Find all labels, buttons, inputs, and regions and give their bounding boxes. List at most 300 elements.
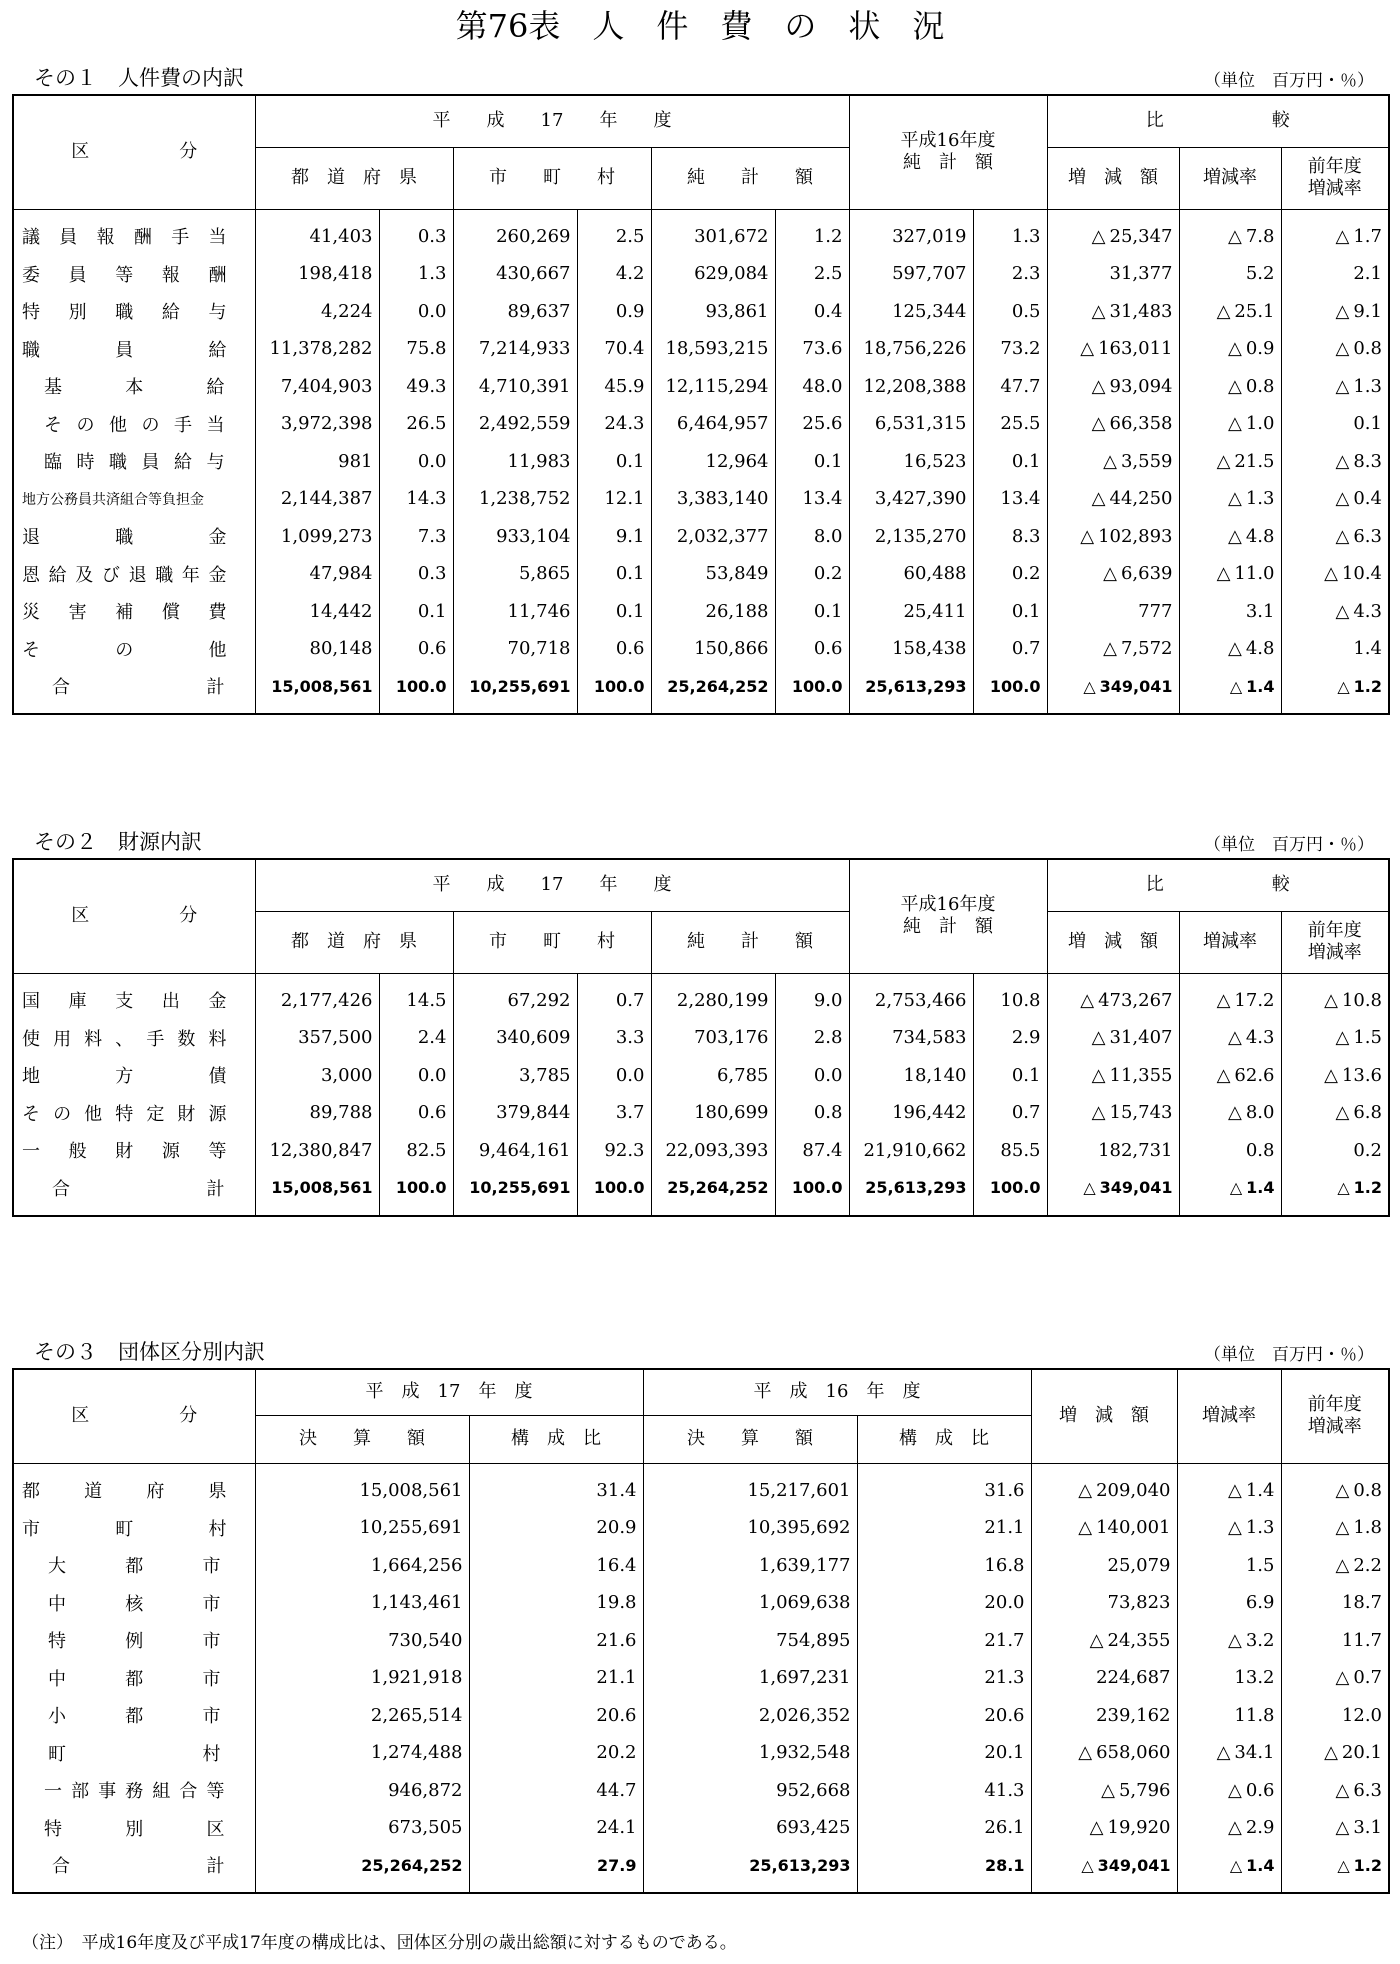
value-cell: 28.1 (857, 1847, 1031, 1894)
value-cell: 0.6 (379, 630, 453, 668)
table-row (13, 1094, 1389, 1132)
value-cell: 41.3 (857, 1772, 1031, 1810)
value-cell-negative (1179, 1057, 1281, 1095)
total-row (13, 1169, 1389, 1216)
decrease-triangle-icon: △ (1083, 1178, 1096, 1198)
value-cell: 6,531,315 (849, 405, 973, 443)
value-cell: 25,613,293 (643, 1847, 857, 1894)
value: 0.7 (1353, 1667, 1382, 1689)
value-cell-negative (1179, 405, 1281, 443)
value: 24,355 (1107, 1629, 1171, 1651)
table-row (13, 330, 1389, 368)
row-label: 特別区 (13, 1809, 255, 1847)
value-cell: 9,464,161 (453, 1132, 577, 1170)
value-cell: 0.1 (577, 593, 651, 631)
table-row (13, 973, 1389, 1019)
value-cell: 0.1 (973, 593, 1047, 631)
value-cell: 31.6 (857, 1463, 1031, 1509)
value-cell: 26,188 (651, 593, 775, 631)
value-cell: 11.8 (1177, 1697, 1281, 1735)
value-cell: 100.0 (379, 1169, 453, 1216)
value-cell-negative (1281, 443, 1389, 481)
value-cell: 89,788 (255, 1094, 379, 1132)
value-cell-negative (1031, 1847, 1177, 1894)
value-cell: 260,269 (453, 209, 577, 255)
value-cell-negative (1177, 1772, 1281, 1810)
value-cell-negative (1281, 480, 1389, 518)
decrease-triangle-icon: △ (1080, 338, 1095, 360)
value-cell-negative (1047, 480, 1179, 518)
row-label: 合計 (13, 1847, 255, 1894)
table-row (13, 1547, 1389, 1585)
value-cell-negative (1047, 1057, 1179, 1095)
value-cell-negative (1281, 1019, 1389, 1057)
value-cell: 1,274,488 (255, 1734, 469, 1772)
value: 349,041 (1097, 1855, 1171, 1875)
decrease-triangle-icon: △ (1228, 1027, 1242, 1049)
col-amt-16: 決 算 額 (643, 1415, 857, 1463)
value: 1.4 (1246, 1178, 1275, 1198)
value-cell: 125,344 (849, 293, 973, 331)
value-cell: 0.7 (577, 973, 651, 1019)
value: 1.3 (1245, 488, 1275, 510)
value-cell: 4,224 (255, 293, 379, 331)
value-cell: 21.1 (857, 1509, 1031, 1547)
decrease-triangle-icon: △ (1335, 488, 1350, 510)
decrease-triangle-icon: △ (1335, 450, 1350, 472)
value-cell: 67,292 (453, 973, 577, 1019)
table-row (13, 1734, 1389, 1772)
value-cell: 21,910,662 (849, 1132, 973, 1170)
col-diff: 増 減 額 (1047, 911, 1179, 973)
value-cell: 11,983 (453, 443, 577, 481)
col-pref: 都 道 府 県 (255, 147, 453, 209)
col-prev-rate-line1: 前年度 (1307, 920, 1362, 941)
decrease-triangle-icon: △ (1228, 1479, 1242, 1501)
value-cell: 2.3 (973, 255, 1047, 293)
value-cell-negative (1031, 1772, 1177, 1810)
value: 1.3 (1245, 1517, 1275, 1539)
col-prev-rate (1281, 911, 1389, 973)
value-cell: 3,427,390 (849, 480, 973, 518)
value-cell-negative (1281, 668, 1389, 715)
value-cell: 22,093,393 (651, 1132, 775, 1170)
col-diff: 増 減 額 (1031, 1369, 1177, 1463)
value: 20.1 (1341, 1742, 1382, 1764)
decrease-triangle-icon: △ (1229, 676, 1243, 696)
decrease-triangle-icon: △ (1324, 989, 1338, 1011)
value-cell: 12,115,294 (651, 368, 775, 406)
decrease-triangle-icon: △ (1335, 225, 1350, 247)
value-cell: 25.6 (775, 405, 849, 443)
value-cell: 12.0 (1281, 1697, 1389, 1735)
value-cell: 357,500 (255, 1019, 379, 1057)
value-cell-negative (1281, 1169, 1389, 1216)
value-cell: 26.5 (379, 405, 453, 443)
value-cell: 16.4 (469, 1547, 643, 1585)
section-2-unit: （単位 百万円・％） (1204, 835, 1374, 855)
table-2 (12, 858, 1390, 1217)
value: 1.2 (1353, 676, 1382, 696)
row-label: 地方債 (13, 1057, 255, 1095)
value-cell: 1,143,461 (255, 1584, 469, 1622)
value-cell: 100.0 (577, 668, 651, 715)
value-cell: 182,731 (1047, 1132, 1179, 1170)
table-row (13, 1019, 1389, 1057)
row-label: 中核市 (13, 1584, 255, 1622)
value: 349,041 (1099, 676, 1173, 696)
col-kubun: 区 分 (13, 95, 255, 209)
value-cell: 2.8 (775, 1019, 849, 1057)
value-cell-negative (1179, 1169, 1281, 1216)
value-cell: 2,753,466 (849, 973, 973, 1019)
value-cell: 3,972,398 (255, 405, 379, 443)
row-label: 小都市 (13, 1697, 255, 1735)
table-row (13, 630, 1389, 668)
decrease-triangle-icon: △ (1228, 1517, 1242, 1539)
value-cell: 933,104 (453, 518, 577, 556)
decrease-triangle-icon: △ (1335, 1517, 1350, 1539)
value-cell: 100.0 (775, 668, 849, 715)
value-cell: 0.1 (577, 443, 651, 481)
value-cell: 1,238,752 (453, 480, 577, 518)
value-cell: 2,177,426 (255, 973, 379, 1019)
value-cell-negative (1179, 630, 1281, 668)
value-cell: 100.0 (973, 668, 1047, 715)
value-cell: 1,639,177 (643, 1547, 857, 1585)
value-cell-negative (1047, 368, 1179, 406)
value-cell: 82.5 (379, 1132, 453, 1170)
col-amt-17: 決 算 額 (255, 1415, 469, 1463)
total-row (13, 668, 1389, 715)
value-cell: 8.3 (973, 518, 1047, 556)
section-2 (12, 822, 1388, 1217)
value: 1.2 (1353, 1855, 1382, 1875)
decrease-triangle-icon: △ (1228, 1817, 1242, 1839)
value-cell: 11.7 (1281, 1622, 1389, 1660)
decrease-triangle-icon: △ (1229, 1855, 1243, 1875)
value-cell: 45.9 (577, 368, 651, 406)
value-cell-negative (1047, 555, 1179, 593)
value-cell: 18,756,226 (849, 330, 973, 368)
decrease-triangle-icon: △ (1080, 989, 1095, 1011)
value-cell: 0.0 (379, 293, 453, 331)
value-cell-negative (1179, 1019, 1281, 1057)
decrease-triangle-icon: △ (1101, 1779, 1115, 1801)
col-fy16-line2: 純 計 額 (903, 152, 993, 174)
row-label: 合計 (13, 668, 255, 715)
value-cell: 1.5 (1177, 1547, 1281, 1585)
value-cell: 2.9 (973, 1019, 1047, 1057)
value-cell: 8.0 (775, 518, 849, 556)
value-cell-negative (1047, 405, 1179, 443)
value-cell: 20.0 (857, 1584, 1031, 1622)
table-1 (12, 94, 1390, 715)
value-cell: 239,162 (1031, 1697, 1177, 1735)
value-cell-negative (1177, 1809, 1281, 1847)
decrease-triangle-icon: △ (1216, 563, 1231, 585)
col-rate: 増減率 (1179, 147, 1281, 209)
value: 140,001 (1096, 1517, 1171, 1539)
value-cell: 981 (255, 443, 379, 481)
value: 4.3 (1353, 600, 1382, 622)
value-cell-negative (1031, 1463, 1177, 1509)
value-cell: 0.1 (379, 593, 453, 631)
decrease-triangle-icon: △ (1216, 1742, 1231, 1764)
value-cell: 703,176 (651, 1019, 775, 1057)
value: 0.8 (1245, 375, 1275, 397)
value: 19,920 (1107, 1817, 1171, 1839)
value-cell: 14.5 (379, 973, 453, 1019)
value-cell: 301,672 (651, 209, 775, 255)
decrease-triangle-icon: △ (1337, 1178, 1350, 1198)
row-label: その他特定財源 (13, 1094, 255, 1132)
value-cell: 10,395,692 (643, 1509, 857, 1547)
table-row (13, 209, 1389, 255)
decrease-triangle-icon: △ (1091, 1027, 1106, 1049)
value-cell-negative (1179, 293, 1281, 331)
decrease-triangle-icon: △ (1228, 1629, 1242, 1651)
table-row (13, 593, 1389, 631)
table-row (13, 1463, 1389, 1509)
value: 1.4 (1245, 1479, 1275, 1501)
value-cell: 21.6 (469, 1622, 643, 1660)
value-cell-negative (1047, 518, 1179, 556)
value-cell-negative (1281, 1463, 1389, 1509)
value-cell: 41,403 (255, 209, 379, 255)
value-cell: 734,583 (849, 1019, 973, 1057)
value: 0.6 (1245, 1779, 1275, 1801)
col-rate: 増減率 (1179, 911, 1281, 973)
value-cell: 73,823 (1031, 1584, 1177, 1622)
decrease-triangle-icon: △ (1078, 1517, 1093, 1539)
col-muni: 市 町 村 (453, 911, 651, 973)
row-label: その他 (13, 630, 255, 668)
value: 5,796 (1118, 1779, 1171, 1801)
value-cell: 89,637 (453, 293, 577, 331)
col-fy17: 平 成 17 年 度 (255, 1369, 643, 1415)
value: 209,040 (1096, 1479, 1171, 1501)
value-cell: 12,964 (651, 443, 775, 481)
col-ratio-16: 構 成 比 (857, 1415, 1031, 1463)
value-cell: 10,255,691 (255, 1509, 469, 1547)
value-cell: 0.0 (577, 1057, 651, 1095)
value: 10.8 (1341, 989, 1382, 1011)
decrease-triangle-icon: △ (1324, 1742, 1338, 1764)
value-cell: 2.4 (379, 1019, 453, 1057)
table-row (13, 255, 1389, 293)
col-kubun: 区 分 (13, 859, 255, 973)
table-row (13, 555, 1389, 593)
value-cell: 21.7 (857, 1622, 1031, 1660)
value-cell: 25,613,293 (849, 668, 973, 715)
value-cell-negative (1031, 1809, 1177, 1847)
decrease-triangle-icon: △ (1337, 676, 1350, 696)
value-cell: 31.4 (469, 1463, 643, 1509)
value: 66,358 (1109, 413, 1173, 435)
value: 0.4 (1353, 488, 1382, 510)
decrease-triangle-icon: △ (1228, 375, 1242, 397)
value-cell: 0.1 (577, 555, 651, 593)
value: 658,060 (1096, 1742, 1171, 1764)
value-cell: 1,697,231 (643, 1659, 857, 1697)
value-cell: 3,785 (453, 1057, 577, 1095)
value-cell: 15,008,561 (255, 1463, 469, 1509)
col-prev-rate-line1: 前年度 (1307, 1394, 1362, 1416)
value: 2.9 (1245, 1817, 1275, 1839)
decrease-triangle-icon: △ (1091, 300, 1106, 322)
value: 3,559 (1120, 450, 1173, 472)
value: 6.3 (1353, 1779, 1382, 1801)
value-cell: 7,404,903 (255, 368, 379, 406)
value-cell: 47.7 (973, 368, 1047, 406)
value-cell: 0.8 (1179, 1132, 1281, 1170)
value-cell: 2,135,270 (849, 518, 973, 556)
value-cell: 16,523 (849, 443, 973, 481)
value-cell-negative (1179, 973, 1281, 1019)
value: 9.1 (1353, 300, 1382, 322)
value-cell: 87.4 (775, 1132, 849, 1170)
row-label: 特例市 (13, 1622, 255, 1660)
value-cell-negative (1179, 209, 1281, 255)
decrease-triangle-icon: △ (1091, 1102, 1106, 1124)
value-cell: 25,411 (849, 593, 973, 631)
value-cell: 6,785 (651, 1057, 775, 1095)
row-label: 臨時職員給与 (13, 443, 255, 481)
value-cell: 2,026,352 (643, 1697, 857, 1735)
value-cell-negative (1047, 973, 1179, 1019)
value-cell-negative (1281, 1094, 1389, 1132)
value-cell: 0.1 (973, 443, 1047, 481)
value-cell: 2,492,559 (453, 405, 577, 443)
col-kubun: 区 分 (13, 1369, 255, 1463)
table-2-body (13, 973, 1389, 1216)
value-cell: 12,208,388 (849, 368, 973, 406)
value-cell: 18.7 (1281, 1584, 1389, 1622)
value-cell: 0.0 (379, 1057, 453, 1095)
value: 11,355 (1109, 1064, 1173, 1086)
value-cell: 150,866 (651, 630, 775, 668)
value-cell: 85.5 (973, 1132, 1047, 1170)
decrease-triangle-icon: △ (1083, 676, 1096, 696)
value-cell-negative (1179, 1094, 1281, 1132)
value-cell-negative (1281, 1772, 1389, 1810)
decrease-triangle-icon: △ (1091, 1064, 1106, 1086)
value-cell: 12,380,847 (255, 1132, 379, 1170)
value-cell: 0.7 (973, 1094, 1047, 1132)
value-cell: 10.8 (973, 973, 1047, 1019)
value-cell: 0.6 (775, 630, 849, 668)
value-cell: 754,895 (643, 1622, 857, 1660)
value: 21.5 (1234, 450, 1275, 472)
value-cell: 26.1 (857, 1809, 1031, 1847)
value-cell: 2,265,514 (255, 1697, 469, 1735)
value: 6.8 (1353, 1102, 1382, 1124)
value-cell: 1.4 (1281, 630, 1389, 668)
row-label: 恩給及び退職年金 (13, 555, 255, 593)
decrease-triangle-icon: △ (1080, 525, 1095, 547)
value-cell: 597,707 (849, 255, 973, 293)
value-cell: 1.2 (775, 209, 849, 255)
value-cell-negative (1281, 593, 1389, 631)
decrease-triangle-icon: △ (1081, 1855, 1094, 1875)
row-label: 災害補償費 (13, 593, 255, 631)
value-cell: 0.2 (775, 555, 849, 593)
value-cell: 49.3 (379, 368, 453, 406)
value-cell-negative (1047, 330, 1179, 368)
value-cell: 75.8 (379, 330, 453, 368)
value-cell: 15,008,561 (255, 668, 379, 715)
table-row (13, 1772, 1389, 1810)
decrease-triangle-icon: △ (1091, 488, 1106, 510)
value: 34.1 (1234, 1742, 1275, 1764)
value-cell: 13.2 (1177, 1659, 1281, 1697)
value-cell: 5.2 (1179, 255, 1281, 293)
value-cell-negative (1177, 1734, 1281, 1772)
value-cell-negative (1179, 555, 1281, 593)
value-cell-negative (1031, 1622, 1177, 1660)
value: 4.8 (1245, 638, 1275, 660)
row-label: 大都市 (13, 1547, 255, 1585)
value-cell: 629,084 (651, 255, 775, 293)
value-cell: 0.1 (1281, 405, 1389, 443)
col-fy16 (849, 859, 1047, 973)
row-label: 国庫支出金 (13, 973, 255, 1019)
value-cell: 379,844 (453, 1094, 577, 1132)
decrease-triangle-icon: △ (1335, 375, 1350, 397)
value-cell: 21.1 (469, 1659, 643, 1697)
row-label: 中都市 (13, 1659, 255, 1697)
decrease-triangle-icon: △ (1103, 638, 1117, 660)
value-cell: 2,144,387 (255, 480, 379, 518)
value-cell-negative (1047, 668, 1179, 715)
table-row (13, 1659, 1389, 1697)
col-prev-rate-line1: 前年度 (1307, 156, 1362, 177)
col-fy16-line1: 平成16年度 (900, 894, 996, 916)
value: 0.8 (1353, 338, 1382, 360)
value-cell: 53,849 (651, 555, 775, 593)
value: 3.1 (1353, 1817, 1382, 1839)
row-label: 基本給 (13, 368, 255, 406)
col-fy16-line1: 平成16年度 (900, 130, 996, 152)
value-cell: 0.7 (973, 630, 1047, 668)
decrease-triangle-icon: △ (1103, 563, 1117, 585)
value-cell: 60,488 (849, 555, 973, 593)
decrease-triangle-icon: △ (1078, 1742, 1093, 1764)
total-row (13, 1847, 1389, 1894)
value-cell: 19.8 (469, 1584, 643, 1622)
value: 62.6 (1234, 1064, 1275, 1086)
value-cell: 24.3 (577, 405, 651, 443)
value-cell: 25,613,293 (849, 1169, 973, 1216)
section-2-title: その２ 財源内訳 (34, 830, 202, 854)
value-cell: 0.6 (379, 1094, 453, 1132)
section-3-header (12, 1332, 1388, 1368)
value-cell: 93,861 (651, 293, 775, 331)
value-cell: 2.1 (1281, 255, 1389, 293)
value-cell-negative (1031, 1509, 1177, 1547)
col-prev-rate (1281, 1369, 1389, 1463)
value-cell: 11,378,282 (255, 330, 379, 368)
value-cell: 3.7 (577, 1094, 651, 1132)
value-cell: 777 (1047, 593, 1179, 631)
decrease-triangle-icon: △ (1091, 375, 1106, 397)
value-cell-negative (1281, 1057, 1389, 1095)
decrease-triangle-icon: △ (1228, 413, 1242, 435)
value-cell: 0.0 (775, 1057, 849, 1095)
decrease-triangle-icon: △ (1228, 1779, 1242, 1801)
value-cell: 100.0 (379, 668, 453, 715)
